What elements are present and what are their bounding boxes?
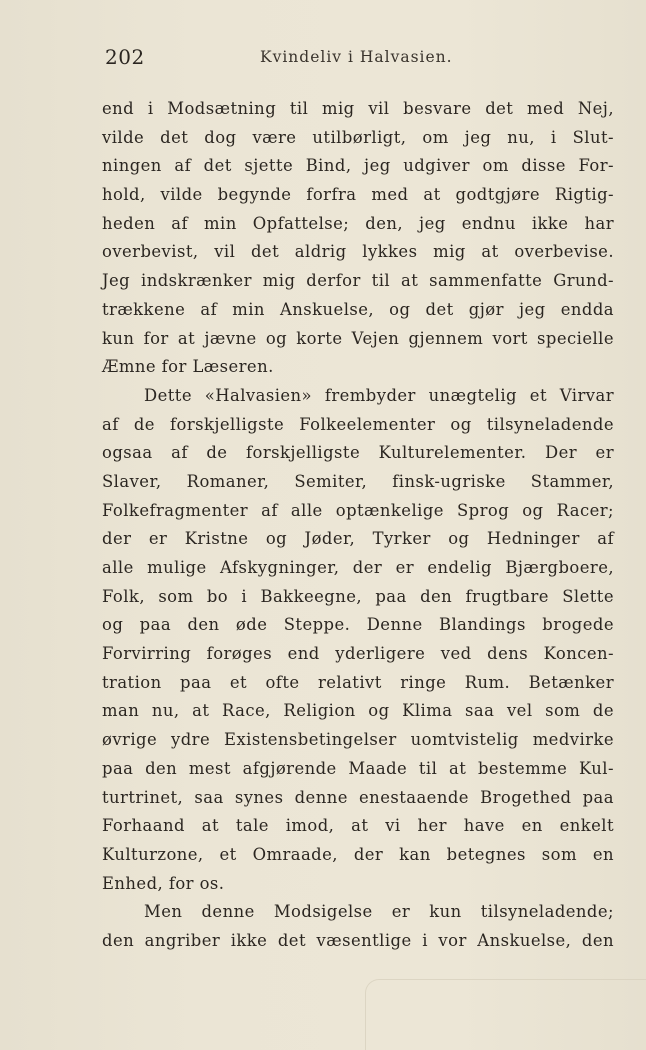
paragraph-start-line: Men denne Modsigelse er kun tilsyneladende;: [144, 902, 614, 922]
text-line: af de forskjelligste Folkeelementer og tilsyneladende: [102, 414, 614, 434]
text-line: ningen af det sjette Bind, jeg udgiver om disse For-: [102, 156, 614, 176]
text-line: man nu, at Race, Religion og Klima saa vel som de: [102, 701, 614, 721]
page-header: [105, 45, 605, 75]
text-line: øvrige ydre Existensbetingelser uomtvistelig medvirke: [102, 730, 614, 750]
text-line: Forvirring forøges end yderligere ved dens Koncen-: [102, 644, 614, 664]
text-line: Kulturzone, et Omraade, der kan betegnes som en: [102, 844, 614, 864]
text-line: turtrinet, saa synes denne enestaaende Brogethed paa: [102, 787, 614, 807]
text-line: kun for at jævne og korte Vejen gjennem vort specielle: [102, 328, 614, 348]
text-line: og paa den øde Steppe. Denne Blandings brogede: [102, 615, 614, 635]
text-line: Folkefragmenter af alle optænkelige Sprog og Racer;: [102, 500, 614, 520]
page-number: 202: [105, 45, 145, 69]
text-line: ogsaa af de forskjelligste Kulturelementer. Der er: [102, 443, 614, 463]
text-line: vilde det dog være utilbørligt, om jeg nu, i Slut-: [102, 127, 614, 147]
text-line: Forhaand at tale imod, at vi her have en enkelt: [102, 816, 614, 836]
text-line: paa den mest afgjørende Maade til at bestemme Kul-: [102, 758, 614, 778]
text-line: overbevist, vil det aldrig lykkes mig at overbevise.: [102, 242, 614, 262]
text-line: hold, vilde begynde forfra med at godtgjøre Rigtig-: [102, 185, 614, 205]
paragraph-end-line: Enhed, for os.: [102, 873, 225, 893]
text-line: heden af min Opfattelse; den, jeg endnu ikke har: [102, 213, 614, 233]
text-line: Jeg indskrænker mig derfor til at sammenfatte Grund-: [102, 271, 614, 291]
text-line: der er Kristne og Jøder, Tyrker og Hedninger af: [102, 529, 614, 549]
text-line: tration paa et ofte relativt ringe Rum. Betænker: [102, 672, 614, 692]
text-line: den angriber ikke det væsentlige i vor Anskuelse, den: [102, 930, 614, 950]
page-corner-mark: [365, 979, 646, 1050]
paragraph-start-line: Dette «Halvasien» frembyder unægtelig et Virvar: [144, 385, 614, 405]
text-line: end i Modsætning til mig vil besvare det med Nej,: [102, 99, 614, 118]
text-line: alle mulige Afskygninger, der er endelig Bjærgboere,: [102, 558, 614, 577]
text-line: Folk, som bo i Bakkeegne, paa den frugtbare Slette: [102, 586, 614, 606]
paragraph-end-line: Æmne for Læseren.: [102, 357, 274, 377]
body-text: [102, 95, 614, 956]
running-title: Kvindeliv i Halvasien.: [260, 48, 453, 66]
text-line: trækkene af min Anskuelse, og det gjør jeg endda: [102, 299, 614, 319]
text-line: Slaver, Romaner, Semiter, finsk-ugriske Stammer,: [102, 471, 614, 491]
